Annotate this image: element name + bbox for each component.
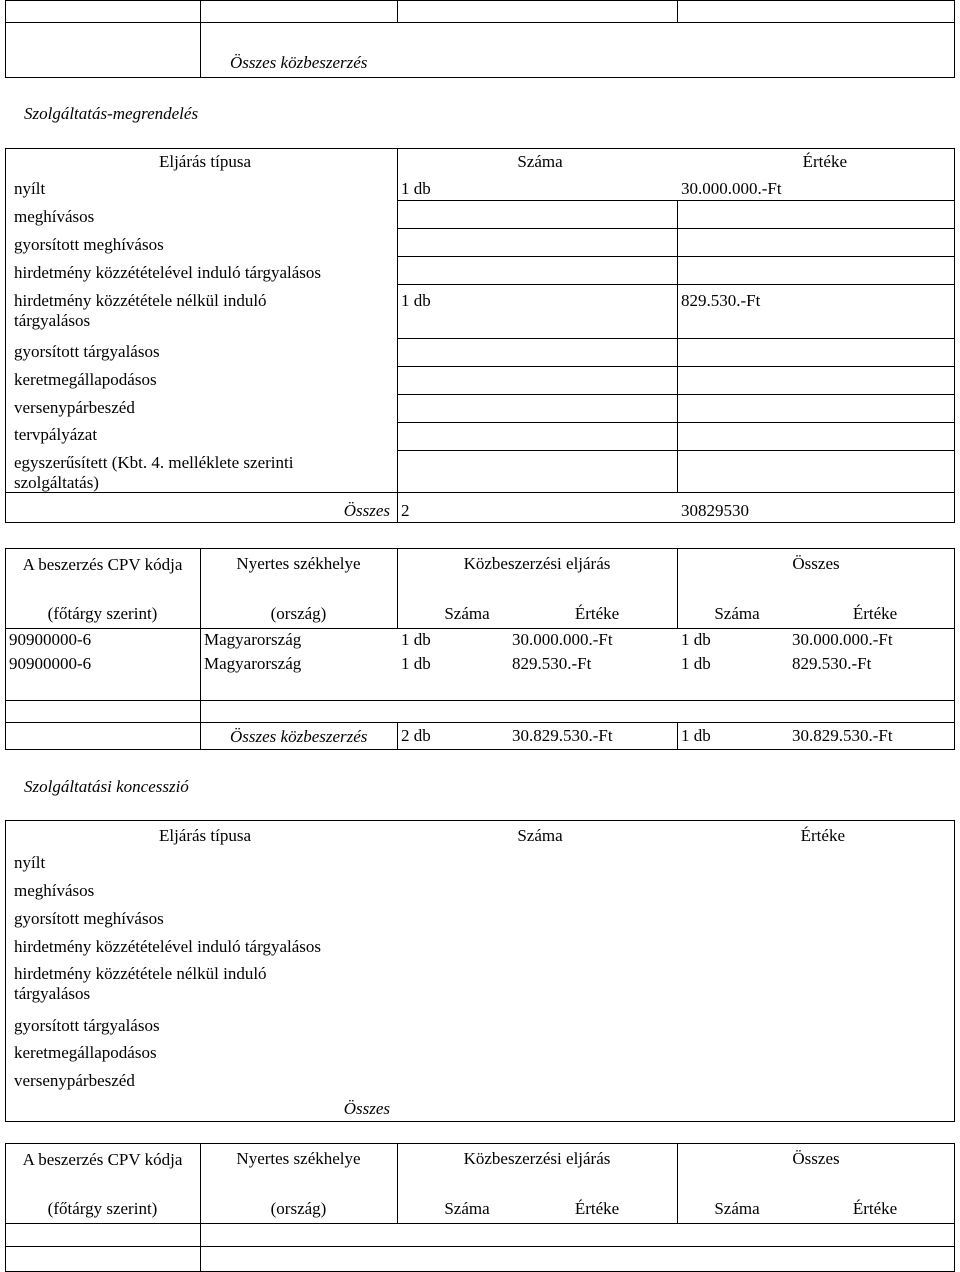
proc-row-type: meghívásos (14, 207, 95, 226)
winner-country: Magyarország (204, 630, 302, 649)
winner-header-sub: (ország) (270, 1199, 327, 1218)
section1-title: Szolgáltatás-megrendelés (24, 104, 199, 123)
header-value: Értéke (802, 152, 847, 171)
proc-row-type: keretmegállapodásos (14, 1043, 157, 1062)
proc-value-header: Értéke (574, 604, 620, 623)
top-total-label: Összes közbeszerzés (230, 53, 368, 72)
proc-row-type: egyszerűsített (Kbt. 4. melléklete szerinti szolgáltatás) (14, 453, 294, 492)
cpv-header: A beszerzés CPV kódja (22, 1150, 183, 1169)
proc-value: 829.530.-Ft (512, 654, 592, 673)
total-value-header: Értéke (852, 1199, 898, 1218)
cpv-total-label: Összes közbeszerzés (230, 727, 368, 746)
winner-header: Nyertes székhelye (236, 1149, 361, 1168)
total-header: Összes (792, 1149, 840, 1168)
procedure-header: Közbeszerzési eljárás (463, 1149, 611, 1168)
winner-country: Magyarország (204, 654, 302, 673)
proc-row-type: hirdetmény közzététele nélkül induló tárgyalásos (14, 964, 267, 1003)
proc-row-type: hirdetmény közzétételével induló tárgyalásos (14, 263, 321, 282)
proc-row-type: keretmegállapodásos (14, 370, 157, 389)
total-header: Összes (792, 554, 840, 573)
total-count: 1 db (681, 630, 711, 649)
total-value: 30.000.000.-Ft (792, 630, 893, 649)
proc-count-header: Száma (444, 1199, 490, 1218)
cpv-total-proc-count: 2 db (401, 726, 431, 745)
procedure-header: Közbeszerzési eljárás (463, 554, 611, 573)
proc-row-type: tervpályázat (14, 425, 98, 444)
cpv-code: 90900000-6 (9, 630, 92, 649)
winner-header-sub: (ország) (270, 604, 327, 623)
section2-title: Szolgáltatási koncesszió (24, 777, 189, 796)
proc-total-count: 2 (401, 501, 410, 520)
proc-row-type: gyorsított meghívásos (14, 909, 164, 928)
proc-row-type: gyorsított tárgyalásos (14, 1016, 160, 1035)
proc-row-value: 829.530.-Ft (681, 291, 761, 310)
total-value-header: Értéke (852, 604, 898, 623)
proc-value-header: Értéke (574, 1199, 620, 1218)
winner-header: Nyertes székhelye (236, 554, 361, 573)
proc-total-label: Összes (343, 501, 390, 520)
header-value: Értéke (800, 826, 845, 845)
proc-row-type: versenypárbeszéd (14, 1071, 135, 1090)
cpv-total-proc-value: 30.829.530.-Ft (512, 726, 613, 745)
proc-row-type: gyorsított tárgyalásos (14, 342, 160, 361)
cpv-total-count: 1 db (681, 726, 711, 745)
header-procedure-type: Eljárás típusa (158, 826, 252, 845)
cpv-code: 90900000-6 (9, 654, 92, 673)
total-count-header: Száma (714, 604, 760, 623)
header-procedure-type: Eljárás típusa (158, 152, 252, 171)
total-count-header: Száma (714, 1199, 760, 1218)
proc-total-label: Összes (343, 1099, 390, 1118)
header-count: Száma (517, 152, 563, 171)
cpv-header-sub: (főtárgy szerint) (47, 1199, 158, 1218)
proc-value: 30.000.000.-Ft (512, 630, 613, 649)
cpv-total-value: 30.829.530.-Ft (792, 726, 893, 745)
proc-row-value: 30.000.000.-Ft (681, 179, 782, 198)
total-count: 1 db (681, 654, 711, 673)
proc-count-header: Száma (444, 604, 490, 623)
proc-count: 1 db (401, 654, 431, 673)
proc-row-type: nyílt (14, 179, 46, 198)
proc-row-type: nyílt (14, 853, 46, 872)
proc-row-type: hirdetmény közzétételével induló tárgyalásos (14, 937, 321, 956)
proc-total-value: 30829530 (681, 501, 749, 520)
total-value: 829.530.-Ft (792, 654, 872, 673)
proc-count: 1 db (401, 630, 431, 649)
proc-row-count: 1 db (401, 179, 431, 198)
cpv-header-sub: (főtárgy szerint) (47, 604, 158, 623)
header-count: Száma (517, 826, 563, 845)
proc-row-type: hirdetmény közzététele nélkül induló tárgyalásos (14, 291, 267, 330)
proc-row-type: gyorsított meghívásos (14, 235, 164, 254)
proc-row-count: 1 db (401, 291, 431, 310)
proc-row-type: versenypárbeszéd (14, 398, 135, 417)
proc-row-type: meghívásos (14, 881, 95, 900)
cpv-header: A beszerzés CPV kódja (22, 555, 183, 574)
